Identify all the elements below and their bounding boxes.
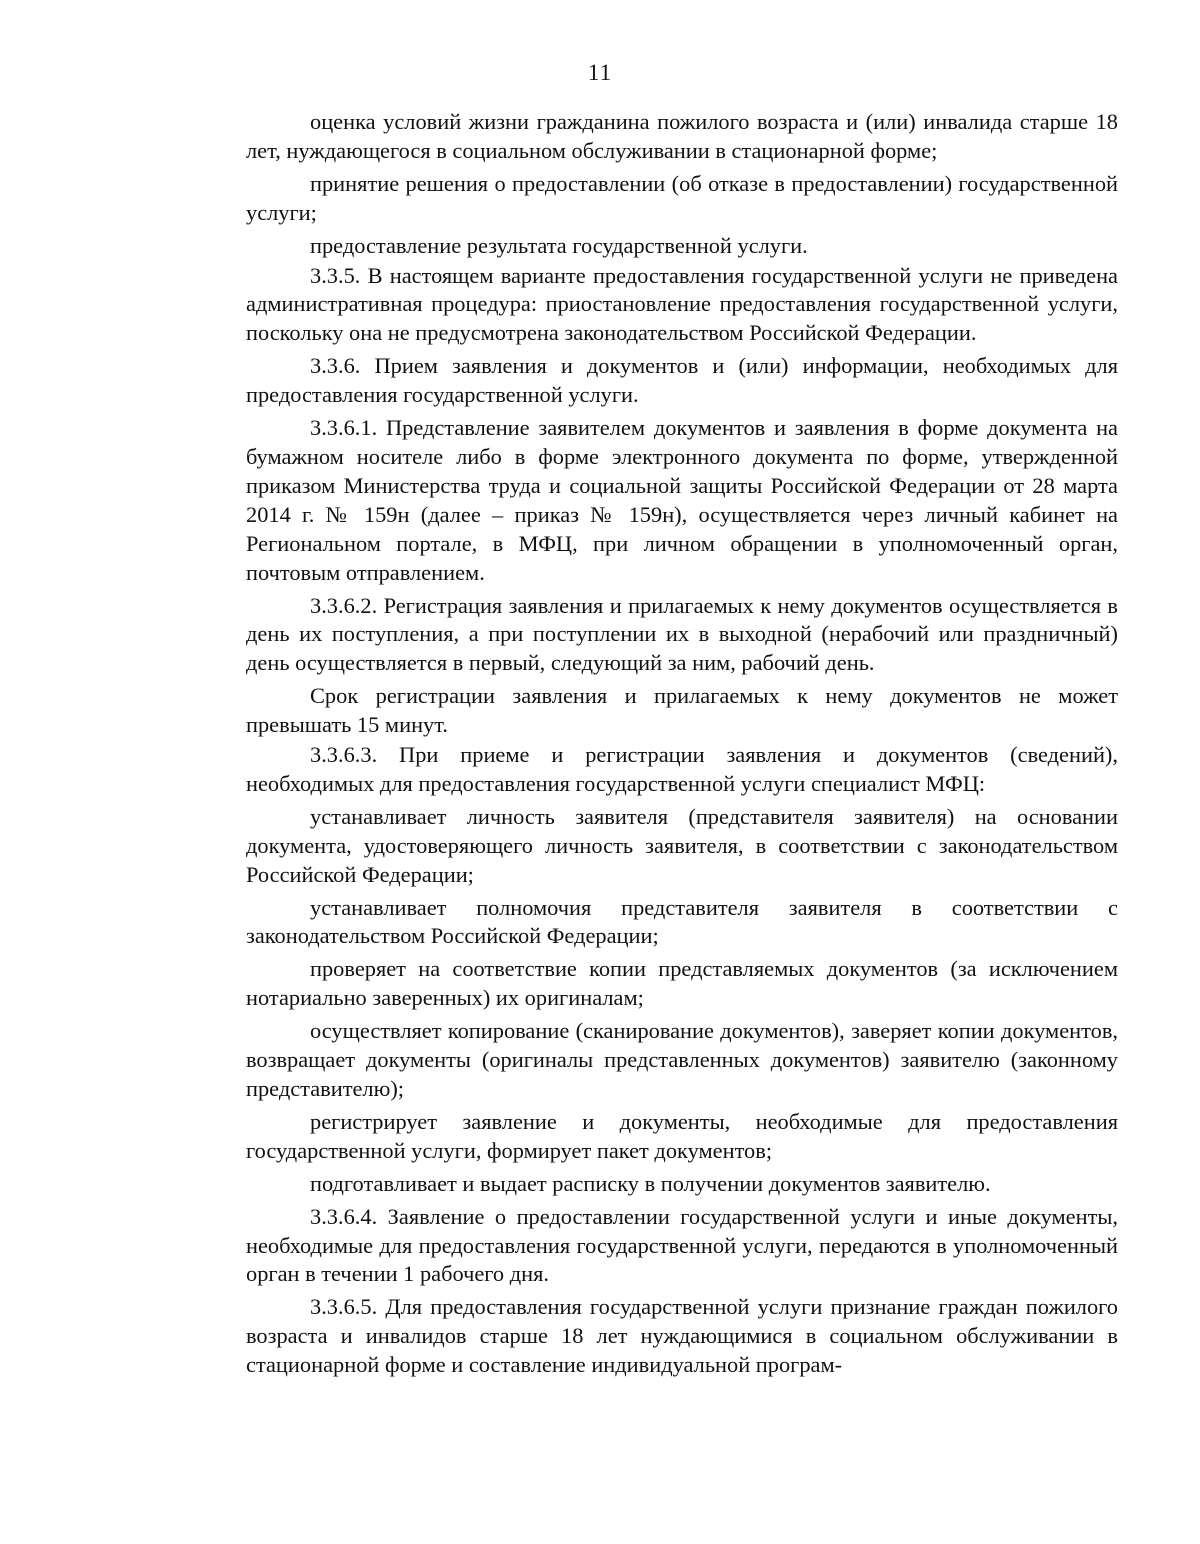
paragraph: осуществляет копирование (сканирование документов), заверяет копии документов, возвращает документы (оригиналы представленных документов) заявителю (законному представителю); (246, 1018, 1118, 1101)
paragraph: 3.3.6. Прием заявления и документов и (или) информации, необходимых для предоставления государственной услуги. (246, 353, 1118, 408)
paragraph: 3.3.6.3. При приеме и регистрации заявления и документов (сведений), необходимых для предоставления государственной услуги специалист МФЦ: (246, 742, 1118, 796)
paragraph: 3.3.5. В настоящем варианте предоставления государственной услуги не приведена административная процедура: приостановление предоставления государственной услуги, поскольку она не предусмотрена законодательством Российской Федерации. (246, 262, 1118, 346)
paragraph: регистрирует заявление и документы, необходимые для предоставления государственной услуги, формирует пакет документов; (246, 1108, 1118, 1163)
paragraph: 3.3.6.5. Для предоставления государственной услуги признание граждан пожилого возраста и инвалидов старше 18 лет нуждающимися в социальном обслуживании в стационарной форме и составление индивидуальной програм- (246, 1294, 1118, 1378)
paragraph: 3.3.6.2. Регистрация заявления и прилагаемых к нему документов осуществляется в день их поступления, а при поступлении их в выходной (нерабочий или праздничный) день осуществляется в первый, следующий за ним, рабочий день. (246, 592, 1118, 676)
document-body (246, 108, 1118, 1380)
paragraph: устанавливает личность заявителя (представителя заявителя) на основании документа, удостоверяющего личность заявителя, в соответствии с законодательством Российской Федерации; (246, 803, 1118, 887)
paragraph: 3.3.6.4. Заявление о предоставлении государственной услуги и иные документы, необходимые для предоставления государственной услуги, передаются в уполномоченный орган в течении 1 рабочего дня. (246, 1203, 1118, 1287)
paragraph: принятие решения о предоставлении (об отказе в предоставлении) государственной услуги; (246, 170, 1118, 225)
paragraph: 3.3.6.1. Представление заявителем документов и заявления в форме документа на бумажном носителе либо в форме электронного документа по форме, утвержденной приказом Министерства труда и социальной защиты Российской Федерации от 28 марта 2014 г. № 159н (далее – приказ № 159н), осуществляется через личный кабинет на Региональном портале, в МФЦ, при личном обращении в уполномоченный орган, почтовым отправлением. (246, 415, 1118, 585)
paragraph: Срок регистрации заявления и прилагаемых к нему документов не может превышать 15 минут. (246, 683, 1118, 738)
paragraph: устанавливает полномочия представителя заявителя в соответствии с законодательством Российской Федерации; (246, 894, 1118, 949)
paragraph: оценка условий жизни гражданина пожилого возраста и (или) инвалида старше 18 лет, нуждающегося в социальном обслуживании в стационарной форме; (246, 109, 1118, 163)
page-number: 11 (587, 60, 613, 85)
paragraph: подготавливает и выдает расписку в получении документов заявителю. (310, 1170, 991, 1196)
paragraph: предоставление результата государственной услуги. (310, 232, 808, 258)
paragraph: проверяет на соответствие копии представляемых документов (за исключением нотариально заверенных) их оригиналам; (246, 956, 1118, 1011)
